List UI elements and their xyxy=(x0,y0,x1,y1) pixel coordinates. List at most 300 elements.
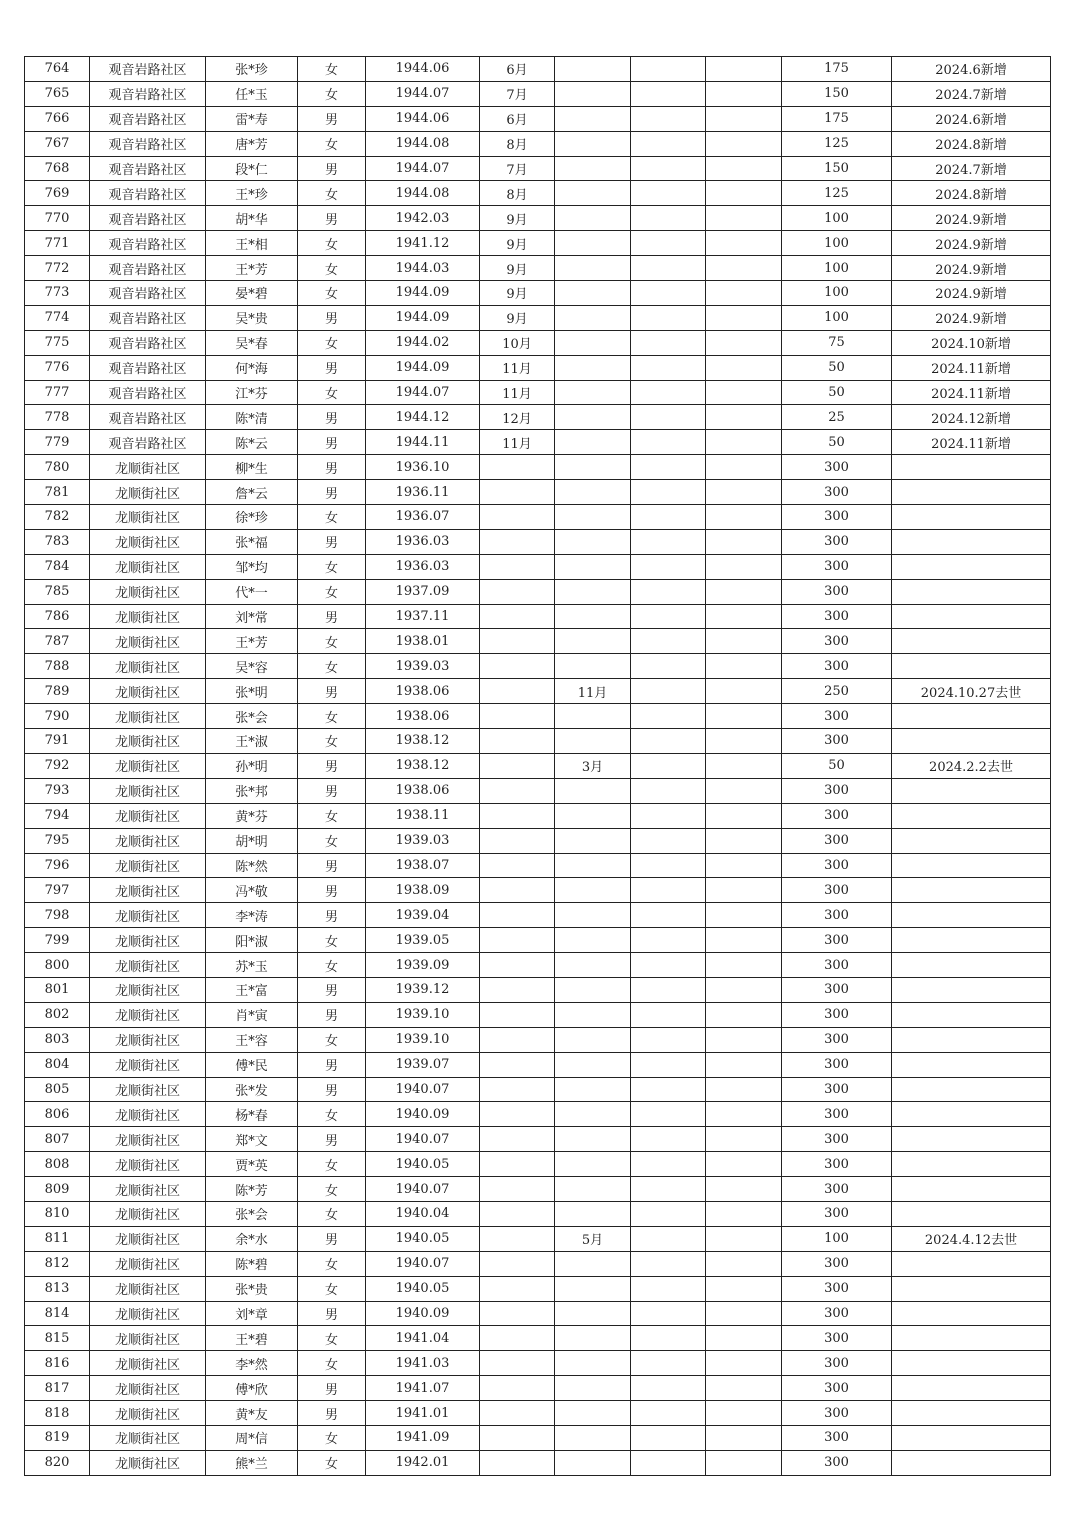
start-month-cell xyxy=(480,1276,555,1301)
end-month-cell xyxy=(555,405,631,430)
seq-number-cell: 785 xyxy=(25,579,90,604)
birth-date-cell: 1938.07 xyxy=(366,853,480,878)
gender-cell: 女 xyxy=(298,554,366,579)
community-cell: 龙顺街社区 xyxy=(90,1077,206,1102)
community-cell: 龙顺街社区 xyxy=(90,1127,206,1152)
amount-cell: 50 xyxy=(782,355,892,380)
gender-cell: 女 xyxy=(298,928,366,953)
gender-cell: 男 xyxy=(298,305,366,330)
start-month-cell xyxy=(480,1077,555,1102)
seq-number-cell: 773 xyxy=(25,281,90,306)
end-month-cell xyxy=(555,355,631,380)
blank-cell xyxy=(706,380,782,405)
remark-cell xyxy=(892,778,1051,803)
amount-cell: 100 xyxy=(782,305,892,330)
community-cell: 龙顺街社区 xyxy=(90,977,206,1002)
community-cell: 龙顺街社区 xyxy=(90,1102,206,1127)
blank-cell xyxy=(631,828,706,853)
blank-cell xyxy=(631,405,706,430)
blank-cell xyxy=(706,231,782,256)
name-cell: 贾*英 xyxy=(206,1152,298,1177)
birth-date-cell: 1939.03 xyxy=(366,828,480,853)
birth-date-cell: 1936.03 xyxy=(366,529,480,554)
community-cell: 龙顺街社区 xyxy=(90,1401,206,1426)
community-cell: 观音岩路社区 xyxy=(90,57,206,82)
start-month-cell: 7月 xyxy=(480,81,555,106)
remark-cell: 2024.9新增 xyxy=(892,281,1051,306)
gender-cell: 女 xyxy=(298,1152,366,1177)
remark-cell xyxy=(892,1177,1051,1202)
community-cell: 龙顺街社区 xyxy=(90,1301,206,1326)
remark-cell xyxy=(892,853,1051,878)
seq-number-cell: 787 xyxy=(25,629,90,654)
table-row xyxy=(25,1002,1051,1027)
community-cell: 龙顺街社区 xyxy=(90,1351,206,1376)
name-cell: 张*会 xyxy=(206,1201,298,1226)
blank-cell xyxy=(706,679,782,704)
blank-cell xyxy=(631,554,706,579)
end-month-cell xyxy=(555,1127,631,1152)
blank-cell xyxy=(631,231,706,256)
remark-cell: 2024.10.27去世 xyxy=(892,679,1051,704)
remark-cell xyxy=(892,1326,1051,1351)
community-cell: 龙顺街社区 xyxy=(90,505,206,530)
blank-cell xyxy=(706,1226,782,1251)
table-row xyxy=(25,1127,1051,1152)
start-month-cell xyxy=(480,729,555,754)
remark-cell xyxy=(892,529,1051,554)
community-cell: 龙顺街社区 xyxy=(90,604,206,629)
gender-cell: 女 xyxy=(298,81,366,106)
remark-cell xyxy=(892,1351,1051,1376)
seq-number-cell: 775 xyxy=(25,330,90,355)
amount-cell: 175 xyxy=(782,57,892,82)
end-month-cell xyxy=(555,1376,631,1401)
blank-cell xyxy=(631,281,706,306)
blank-cell xyxy=(631,106,706,131)
table-row xyxy=(25,256,1051,281)
start-month-cell xyxy=(480,953,555,978)
start-month-cell xyxy=(480,928,555,953)
amount-cell: 100 xyxy=(782,256,892,281)
blank-cell xyxy=(631,953,706,978)
birth-date-cell: 1944.09 xyxy=(366,355,480,380)
birth-date-cell: 1939.10 xyxy=(366,1027,480,1052)
amount-cell: 100 xyxy=(782,206,892,231)
start-month-cell xyxy=(480,803,555,828)
blank-cell xyxy=(706,1102,782,1127)
start-month-cell xyxy=(480,455,555,480)
amount-cell: 75 xyxy=(782,330,892,355)
table-row xyxy=(25,529,1051,554)
table-row xyxy=(25,231,1051,256)
name-cell: 王*淑 xyxy=(206,729,298,754)
amount-cell: 100 xyxy=(782,231,892,256)
birth-date-cell: 1939.07 xyxy=(366,1052,480,1077)
end-month-cell xyxy=(555,1401,631,1426)
table-row xyxy=(25,1102,1051,1127)
end-month-cell xyxy=(555,156,631,181)
seq-number-cell: 802 xyxy=(25,1002,90,1027)
table-row xyxy=(25,281,1051,306)
remark-cell: 2024.7新增 xyxy=(892,81,1051,106)
table-row xyxy=(25,131,1051,156)
gender-cell: 男 xyxy=(298,1052,366,1077)
amount-cell: 300 xyxy=(782,1127,892,1152)
start-month-cell xyxy=(480,505,555,530)
seq-number-cell: 769 xyxy=(25,181,90,206)
amount-cell: 250 xyxy=(782,679,892,704)
start-month-cell xyxy=(480,704,555,729)
start-month-cell xyxy=(480,1027,555,1052)
community-cell: 龙顺街社区 xyxy=(90,480,206,505)
blank-cell xyxy=(631,81,706,106)
name-cell: 阳*淑 xyxy=(206,928,298,953)
blank-cell xyxy=(631,778,706,803)
amount-cell: 300 xyxy=(782,505,892,530)
blank-cell xyxy=(706,1450,782,1475)
blank-cell xyxy=(631,1376,706,1401)
blank-cell xyxy=(631,1077,706,1102)
end-month-cell xyxy=(555,1102,631,1127)
name-cell: 傅*欣 xyxy=(206,1376,298,1401)
blank-cell xyxy=(706,505,782,530)
birth-date-cell: 1939.04 xyxy=(366,903,480,928)
amount-cell: 300 xyxy=(782,604,892,629)
end-month-cell xyxy=(555,256,631,281)
records-table-body xyxy=(25,57,1051,1476)
seq-number-cell: 774 xyxy=(25,305,90,330)
blank-cell xyxy=(631,1152,706,1177)
remark-cell xyxy=(892,953,1051,978)
start-month-cell xyxy=(480,1127,555,1152)
amount-cell: 300 xyxy=(782,704,892,729)
name-cell: 陈*然 xyxy=(206,853,298,878)
end-month-cell xyxy=(555,554,631,579)
birth-date-cell: 1941.12 xyxy=(366,231,480,256)
blank-cell xyxy=(631,1027,706,1052)
remark-cell xyxy=(892,1102,1051,1127)
blank-cell xyxy=(706,928,782,953)
seq-number-cell: 814 xyxy=(25,1301,90,1326)
amount-cell: 150 xyxy=(782,81,892,106)
end-month-cell xyxy=(555,1326,631,1351)
remark-cell: 2024.9新增 xyxy=(892,231,1051,256)
community-cell: 龙顺街社区 xyxy=(90,1201,206,1226)
blank-cell xyxy=(706,57,782,82)
gender-cell: 男 xyxy=(298,903,366,928)
start-month-cell xyxy=(480,579,555,604)
name-cell: 徐*珍 xyxy=(206,505,298,530)
blank-cell xyxy=(631,729,706,754)
blank-cell xyxy=(706,977,782,1002)
name-cell: 黄*友 xyxy=(206,1401,298,1426)
blank-cell xyxy=(706,554,782,579)
seq-number-cell: 799 xyxy=(25,928,90,953)
table-row xyxy=(25,380,1051,405)
start-month-cell xyxy=(480,878,555,903)
community-cell: 龙顺街社区 xyxy=(90,753,206,778)
blank-cell xyxy=(706,305,782,330)
birth-date-cell: 1939.12 xyxy=(366,977,480,1002)
birth-date-cell: 1942.01 xyxy=(366,1450,480,1475)
remark-cell xyxy=(892,1201,1051,1226)
blank-cell xyxy=(706,330,782,355)
gender-cell: 男 xyxy=(298,106,366,131)
birth-date-cell: 1938.12 xyxy=(366,753,480,778)
name-cell: 王*芳 xyxy=(206,629,298,654)
end-month-cell xyxy=(555,1052,631,1077)
blank-cell xyxy=(631,455,706,480)
start-month-cell: 9月 xyxy=(480,231,555,256)
seq-number-cell: 820 xyxy=(25,1450,90,1475)
seq-number-cell: 812 xyxy=(25,1251,90,1276)
seq-number-cell: 807 xyxy=(25,1127,90,1152)
start-month-cell xyxy=(480,1326,555,1351)
seq-number-cell: 800 xyxy=(25,953,90,978)
community-cell: 龙顺街社区 xyxy=(90,1002,206,1027)
blank-cell xyxy=(706,1201,782,1226)
remark-cell xyxy=(892,878,1051,903)
gender-cell: 男 xyxy=(298,206,366,231)
name-cell: 李*然 xyxy=(206,1351,298,1376)
gender-cell: 女 xyxy=(298,1177,366,1202)
end-month-cell xyxy=(555,1152,631,1177)
birth-date-cell: 1939.10 xyxy=(366,1002,480,1027)
remark-cell: 2024.9新增 xyxy=(892,305,1051,330)
start-month-cell xyxy=(480,977,555,1002)
start-month-cell: 7月 xyxy=(480,156,555,181)
end-month-cell: 11月 xyxy=(555,679,631,704)
start-month-cell: 8月 xyxy=(480,131,555,156)
birth-date-cell: 1944.07 xyxy=(366,156,480,181)
table-row xyxy=(25,654,1051,679)
table-row xyxy=(25,206,1051,231)
blank-cell xyxy=(706,1002,782,1027)
table-row xyxy=(25,1152,1051,1177)
gender-cell: 男 xyxy=(298,878,366,903)
gender-cell: 女 xyxy=(298,1102,366,1127)
end-month-cell xyxy=(555,803,631,828)
name-cell: 孙*明 xyxy=(206,753,298,778)
blank-cell xyxy=(631,704,706,729)
birth-date-cell: 1937.09 xyxy=(366,579,480,604)
start-month-cell xyxy=(480,1177,555,1202)
amount-cell: 300 xyxy=(782,1052,892,1077)
community-cell: 龙顺街社区 xyxy=(90,1425,206,1450)
gender-cell: 女 xyxy=(298,1450,366,1475)
blank-cell xyxy=(631,305,706,330)
blank-cell xyxy=(706,355,782,380)
seq-number-cell: 811 xyxy=(25,1226,90,1251)
birth-date-cell: 1940.09 xyxy=(366,1102,480,1127)
blank-cell xyxy=(706,430,782,455)
birth-date-cell: 1944.06 xyxy=(366,106,480,131)
seq-number-cell: 791 xyxy=(25,729,90,754)
name-cell: 张*发 xyxy=(206,1077,298,1102)
seq-number-cell: 794 xyxy=(25,803,90,828)
table-row xyxy=(25,554,1051,579)
amount-cell: 300 xyxy=(782,579,892,604)
community-cell: 龙顺街社区 xyxy=(90,803,206,828)
blank-cell xyxy=(706,753,782,778)
remark-cell xyxy=(892,1450,1051,1475)
start-month-cell xyxy=(480,828,555,853)
blank-cell xyxy=(706,629,782,654)
end-month-cell xyxy=(555,579,631,604)
table-row xyxy=(25,953,1051,978)
remark-cell xyxy=(892,928,1051,953)
birth-date-cell: 1941.07 xyxy=(366,1376,480,1401)
seq-number-cell: 776 xyxy=(25,355,90,380)
name-cell: 王*碧 xyxy=(206,1326,298,1351)
start-month-cell xyxy=(480,1401,555,1426)
remark-cell xyxy=(892,704,1051,729)
start-month-cell: 6月 xyxy=(480,106,555,131)
blank-cell xyxy=(631,181,706,206)
end-month-cell xyxy=(555,529,631,554)
remark-cell: 2024.10新增 xyxy=(892,330,1051,355)
community-cell: 龙顺街社区 xyxy=(90,704,206,729)
gender-cell: 男 xyxy=(298,1376,366,1401)
seq-number-cell: 790 xyxy=(25,704,90,729)
blank-cell xyxy=(631,853,706,878)
name-cell: 段*仁 xyxy=(206,156,298,181)
community-cell: 龙顺街社区 xyxy=(90,1177,206,1202)
gender-cell: 女 xyxy=(298,579,366,604)
gender-cell: 女 xyxy=(298,1251,366,1276)
gender-cell: 男 xyxy=(298,405,366,430)
seq-number-cell: 797 xyxy=(25,878,90,903)
gender-cell: 男 xyxy=(298,1002,366,1027)
amount-cell: 300 xyxy=(782,853,892,878)
end-month-cell xyxy=(555,729,631,754)
blank-cell xyxy=(631,604,706,629)
seq-number-cell: 781 xyxy=(25,480,90,505)
remark-cell xyxy=(892,1077,1051,1102)
end-month-cell xyxy=(555,1201,631,1226)
community-cell: 观音岩路社区 xyxy=(90,81,206,106)
name-cell: 詹*云 xyxy=(206,480,298,505)
start-month-cell xyxy=(480,1152,555,1177)
birth-date-cell: 1938.06 xyxy=(366,679,480,704)
end-month-cell xyxy=(555,778,631,803)
table-row xyxy=(25,579,1051,604)
amount-cell: 300 xyxy=(782,1351,892,1376)
gender-cell: 女 xyxy=(298,231,366,256)
blank-cell xyxy=(706,81,782,106)
name-cell: 代*一 xyxy=(206,579,298,604)
birth-date-cell: 1940.05 xyxy=(366,1152,480,1177)
seq-number-cell: 810 xyxy=(25,1201,90,1226)
community-cell: 观音岩路社区 xyxy=(90,430,206,455)
seq-number-cell: 798 xyxy=(25,903,90,928)
blank-cell xyxy=(706,1127,782,1152)
community-cell: 龙顺街社区 xyxy=(90,903,206,928)
seq-number-cell: 771 xyxy=(25,231,90,256)
birth-date-cell: 1936.11 xyxy=(366,480,480,505)
name-cell: 肖*寅 xyxy=(206,1002,298,1027)
name-cell: 任*玉 xyxy=(206,81,298,106)
gender-cell: 女 xyxy=(298,1326,366,1351)
table-row xyxy=(25,729,1051,754)
blank-cell xyxy=(631,505,706,530)
remark-cell xyxy=(892,729,1051,754)
birth-date-cell: 1941.03 xyxy=(366,1351,480,1376)
end-month-cell xyxy=(555,455,631,480)
gender-cell: 男 xyxy=(298,679,366,704)
table-row xyxy=(25,57,1051,82)
end-month-cell xyxy=(555,953,631,978)
table-row xyxy=(25,803,1051,828)
seq-number-cell: 788 xyxy=(25,654,90,679)
blank-cell xyxy=(631,1401,706,1426)
community-cell: 龙顺街社区 xyxy=(90,679,206,704)
table-row xyxy=(25,355,1051,380)
end-month-cell xyxy=(555,1177,631,1202)
remark-cell xyxy=(892,455,1051,480)
gender-cell: 男 xyxy=(298,604,366,629)
birth-date-cell: 1940.05 xyxy=(366,1226,480,1251)
start-month-cell xyxy=(480,1425,555,1450)
gender-cell: 男 xyxy=(298,1301,366,1326)
name-cell: 吴*容 xyxy=(206,654,298,679)
community-cell: 龙顺街社区 xyxy=(90,554,206,579)
start-month-cell: 6月 xyxy=(480,57,555,82)
community-cell: 观音岩路社区 xyxy=(90,330,206,355)
birth-date-cell: 1936.07 xyxy=(366,505,480,530)
blank-cell xyxy=(631,803,706,828)
birth-date-cell: 1939.09 xyxy=(366,953,480,978)
blank-cell xyxy=(706,206,782,231)
birth-date-cell: 1941.04 xyxy=(366,1326,480,1351)
seq-number-cell: 786 xyxy=(25,604,90,629)
start-month-cell: 11月 xyxy=(480,380,555,405)
amount-cell: 300 xyxy=(782,1102,892,1127)
gender-cell: 女 xyxy=(298,380,366,405)
gender-cell: 男 xyxy=(298,455,366,480)
community-cell: 观音岩路社区 xyxy=(90,231,206,256)
blank-cell xyxy=(706,878,782,903)
birth-date-cell: 1940.07 xyxy=(366,1077,480,1102)
name-cell: 傅*民 xyxy=(206,1052,298,1077)
start-month-cell xyxy=(480,554,555,579)
blank-cell xyxy=(706,1376,782,1401)
name-cell: 张*福 xyxy=(206,529,298,554)
start-month-cell: 9月 xyxy=(480,256,555,281)
gender-cell: 女 xyxy=(298,704,366,729)
blank-cell xyxy=(631,977,706,1002)
blank-cell xyxy=(706,405,782,430)
blank-cell xyxy=(631,1201,706,1226)
gender-cell: 男 xyxy=(298,430,366,455)
amount-cell: 300 xyxy=(782,1177,892,1202)
name-cell: 熊*兰 xyxy=(206,1450,298,1475)
birth-date-cell: 1939.03 xyxy=(366,654,480,679)
remark-cell xyxy=(892,903,1051,928)
amount-cell: 300 xyxy=(782,1301,892,1326)
end-month-cell xyxy=(555,604,631,629)
blank-cell xyxy=(631,903,706,928)
end-month-cell xyxy=(555,106,631,131)
blank-cell xyxy=(706,1326,782,1351)
table-row xyxy=(25,878,1051,903)
name-cell: 胡*明 xyxy=(206,828,298,853)
remark-cell xyxy=(892,505,1051,530)
remark-cell: 2024.8新增 xyxy=(892,181,1051,206)
gender-cell: 男 xyxy=(298,1077,366,1102)
end-month-cell xyxy=(555,878,631,903)
